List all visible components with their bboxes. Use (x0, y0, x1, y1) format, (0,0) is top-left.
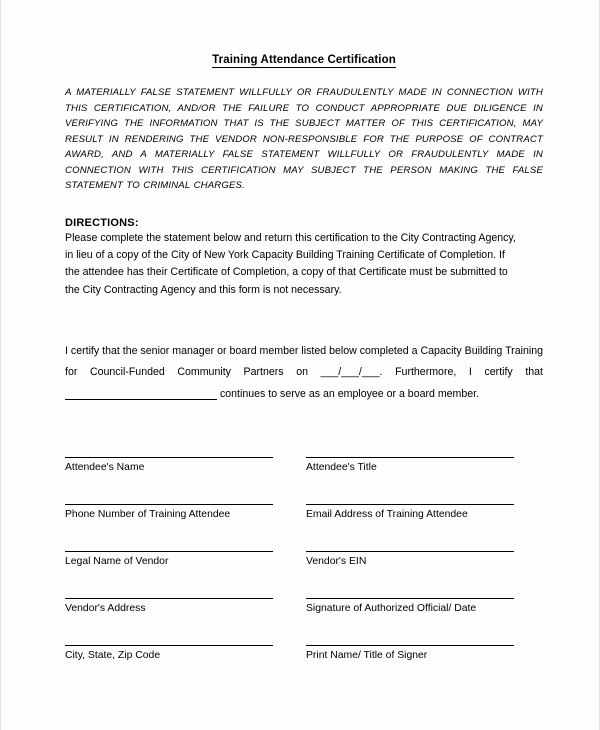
field-attendee-name[interactable] (65, 457, 273, 504)
signature-row (65, 504, 543, 551)
field-label: Attendee's Name (65, 461, 145, 473)
field-label: Legal Name of Vendor (65, 555, 169, 567)
field-label: Signature of Authorized Official/ Date (306, 602, 477, 614)
field-label: Vendor's Address (65, 602, 146, 614)
field-label: Email Address of Training Attendee (306, 508, 468, 520)
member-name-blank[interactable] (65, 399, 217, 400)
certification-text-part1: I certify that the senior manager or board member listed below completed a Capacity Building Training for Council-Funded Community Partners on (65, 344, 543, 379)
certification-text-part2: . Furthermore, I certify that (379, 366, 544, 379)
field-label: Phone Number of Training Attendee (65, 508, 231, 520)
field-signer-print-name[interactable] (306, 645, 514, 692)
signature-row (65, 457, 543, 504)
document-sheet (65, 0, 543, 692)
field-vendor-legal-name[interactable] (65, 551, 273, 598)
field-authorized-signature[interactable] (306, 598, 514, 645)
legal-notice-paragraph: A MATERIALLY FALSE STATEMENT WILLFULLY OR FRAUDULENTLY MADE IN CONNECTION WITH THIS CERTIFICATION, AND/OR THE FAILURE TO CONDUCT APPROPRIATE DUE DILIGENCE IN VERIFYING THE INFORMATION THAT IS THE SUBJECT MATTER OF THIS CERTIFICATION, MAY RESULT IN RENDERING THE VENDOR NON-RESPONSIBLE FOR THE PURPOSE OF CONTRACT AWARD, AND A MATERIALLY FALSE STATEMENT WILLFULLY OR FRAUDULENTLY MADE IN CONNECTION WITH THIS CERTIFICATION MAY SUBJECT THE PERSON MAKING THE FALSE STATEMENT TO CRIMINAL CHARGES. (65, 87, 543, 192)
page-title (65, 0, 543, 66)
signature-fields-grid (65, 457, 543, 692)
training-date-blank[interactable]: ___/___/___ (320, 366, 380, 379)
signature-row (65, 551, 543, 598)
field-label: City, State, Zip Code (65, 649, 161, 661)
signature-row (65, 645, 543, 692)
page-title-text: Training Attendance Certification (212, 54, 396, 66)
signature-row (65, 598, 543, 645)
field-vendor-ein[interactable] (306, 551, 514, 598)
field-vendor-address[interactable] (65, 598, 273, 645)
directions-body: Please complete the statement below and return this certification to the City Contracting Agency, in lieu of a copy of the City of New York Capacity Building Training Certificate of Completion. If the attendee has their Certificate of Completion, a copy of that Certificate must be submitted to the City Contracting Agency and this form is not necessary. (65, 231, 516, 296)
field-attendee-title[interactable] (306, 457, 514, 504)
field-attendee-email[interactable] (306, 504, 514, 551)
field-label: Attendee's Title (306, 461, 377, 473)
certification-statement (65, 341, 543, 406)
field-attendee-phone[interactable] (65, 504, 273, 551)
field-city-state-zip[interactable] (65, 645, 273, 692)
field-label: Vendor's EIN (306, 555, 367, 567)
field-label: Print Name/ Title of Signer (306, 649, 428, 661)
directions-heading: DIRECTIONS: (65, 216, 139, 229)
directions-section (65, 217, 543, 299)
certification-text-part3: continues to serve as an employee or a board member. (219, 388, 480, 401)
certification-paragraph (65, 341, 543, 406)
